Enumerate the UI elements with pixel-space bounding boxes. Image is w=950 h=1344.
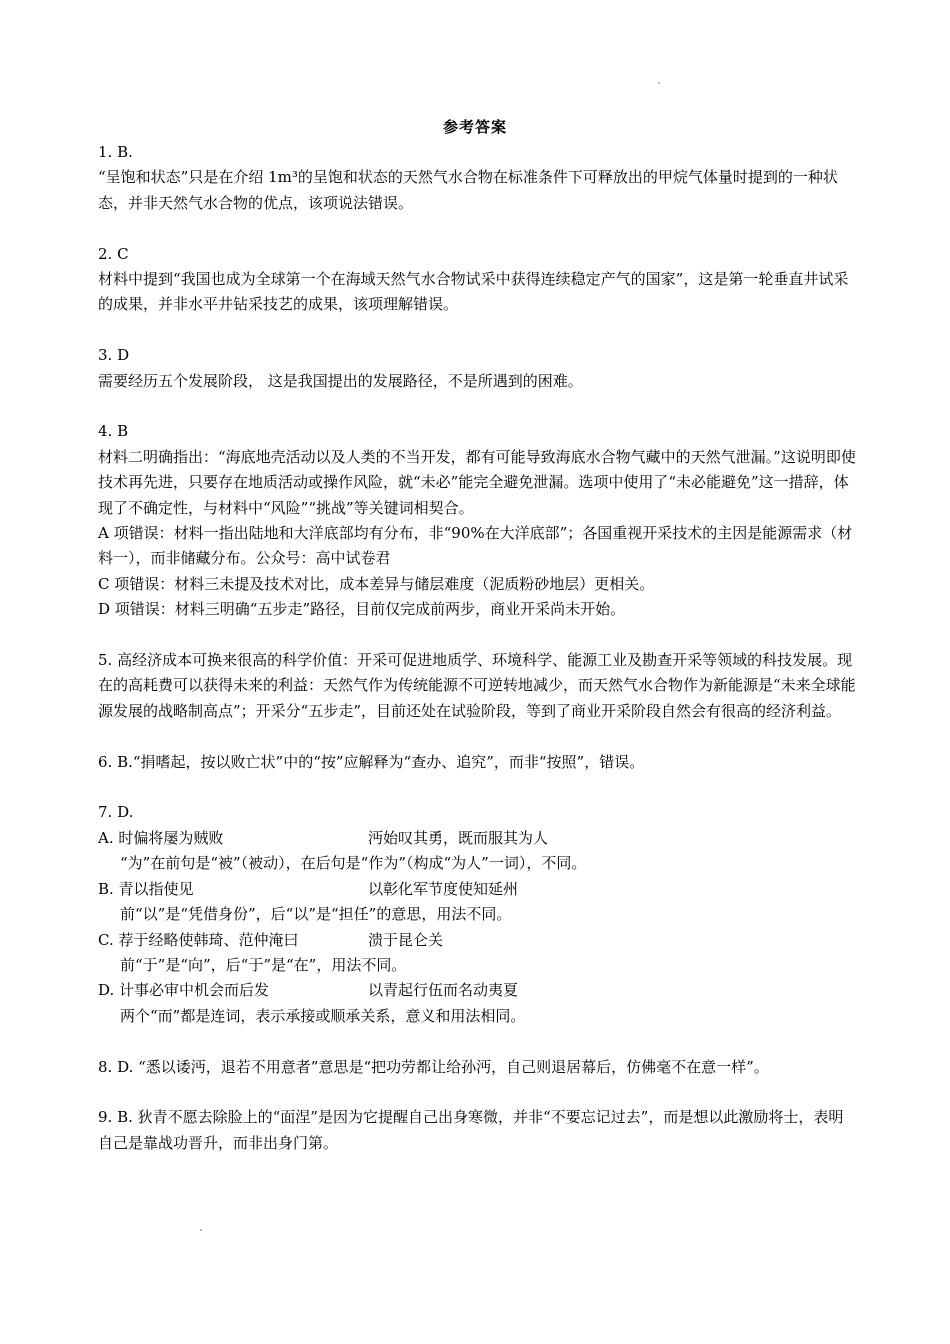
option-explanation: 两个“而”都是连词，表示承接或顺承关系，意义和用法相同。 bbox=[120, 1006, 526, 1025]
answer-3-body: 需要经历五个发展阶段， 这是我国提出的发展路径，不是所遇到的困难。 bbox=[98, 371, 583, 390]
answer-4-body: 材料二明确指出：“海底地壳活动以及人类的不当开发，都有可能导致海底水合物气藏中的天然气泄漏。”这说明即使技术再先进，只要存在地质活动或操作风险，就“未必”能完全避免泄漏。选项中使用了“未必能避免”这一措辞，体现了不确定性，与材料中“风险”“挑战”等关键词相契合。 bbox=[98, 447, 856, 517]
option-right-sentence: 溃于昆仑关 bbox=[368, 930, 444, 949]
option-right-sentence: 沔始叹其勇，既而服其为人 bbox=[368, 828, 549, 847]
answer-2 bbox=[98, 242, 856, 318]
option-explanation: 前“以”是“凭借身份”，后“以”是“担任”的意思，用法不同。 bbox=[120, 905, 512, 924]
page-title: 参考答案 bbox=[442, 118, 507, 136]
option-right-sentence: 以彰化军节度使知延州 bbox=[368, 879, 519, 898]
answer-8-body: 8. D. “悉以诿沔，退若不用意者”意思是“把功劳都让给孙沔，自己则退居幕后，仿佛毫不在意一样”。 bbox=[98, 1057, 769, 1076]
option-left-sentence: B. 青以指使见 bbox=[98, 879, 194, 898]
answer-1-head: 1. B. bbox=[98, 143, 133, 161]
answer-3-head: 3. D bbox=[98, 346, 130, 365]
answer-7-option-row bbox=[98, 826, 856, 851]
answer-3 bbox=[98, 343, 856, 394]
answer-5 bbox=[98, 648, 856, 724]
answer-4-head: 4. B bbox=[98, 422, 129, 441]
answer-9 bbox=[98, 1105, 856, 1156]
answer-1 bbox=[98, 140, 856, 216]
option-left-sentence: C. 荐于经略使韩琦、范仲淹曰 bbox=[98, 930, 299, 949]
answer-2-body: 材料中提到“我国也成为全球第一个在海域天然气水合物试采中获得连续稳定产气的国家”，这是第一轮垂直井试采的成果，并非水平井钻采技艺的成果，该项理解错误。 bbox=[98, 270, 849, 314]
scan-speck bbox=[200, 1229, 202, 1231]
option-left-sentence: A. 时偏将屡为贼败 bbox=[98, 828, 224, 847]
answer-4 bbox=[98, 419, 856, 622]
answer-2-head: 2. C bbox=[98, 244, 129, 263]
answer-6-body: 6. B.“捐嗜起，按以败亡状”中的“按”应解释为“查办、追究”，而非“按照”，错误。 bbox=[98, 752, 645, 771]
option-explanation: “为”在前句是“被”（被动），在后句是“作为”（构成“为人”一词），不同。 bbox=[120, 854, 587, 873]
option-right-sentence: 以青起行伍而名动夷夏 bbox=[368, 981, 519, 1000]
option-left-sentence: D. 计事必审中机会而后发 bbox=[98, 981, 270, 1000]
answer-6 bbox=[98, 750, 856, 775]
answer-7-option-row bbox=[98, 928, 856, 953]
answer-5-body: 5. 高经济成本可换来很高的科学价值：开采可促进地质学、环境科学、能源工业及勘查开采等领域的科技发展。现在的高耗费可以获得未来的利益：天然气作为传统能源不可逆转地减少，而天然气水合物作为新能源是“未来全球能源发展的战略制高点”；开采分“五步走”，目前还处在试验阶段，等到了商业开采阶段自然会有很高的经济利益。 bbox=[98, 651, 856, 720]
answer-9-body: 9. B. 狄青不愿去除脸上的“面涅”是因为它提醒自己出身寒微，并非“不要忘记过去”，而是想以此激励将士，表明自己是靠战功晋升，而非出身门第。 bbox=[98, 1108, 844, 1152]
answer-8 bbox=[98, 1055, 856, 1080]
answer-4-option-c: C 项错误：材料三未提及技术对比，成本差异与储层难度（泥质粉砂地层）更相关。 bbox=[98, 574, 655, 593]
answer-content bbox=[98, 140, 856, 1156]
answer-4-option-a: A 项错误：材料一指出陆地和大洋底部均有分布，非“90%在大洋底部”；各国重视开采技术的主因是能源需求（材料一），而非储藏分布。公众号：高中试卷君 bbox=[98, 524, 853, 568]
answer-4-option-d: D 项错误：材料三明确“五步走”路径，目前仅完成前两步，商业开采尚未开始。 bbox=[98, 600, 626, 619]
answer-7-head: 7. D. bbox=[98, 803, 134, 822]
answer-1-body: “呈饱和状态”只是在介绍 1m³的呈饱和状态的天然气水合物在标准条件下可释放出的甲烷气体量时提到的一种状态，并非天然气水合物的优点，该项说法错误。 bbox=[98, 168, 838, 212]
scan-speck bbox=[658, 82, 660, 84]
option-explanation: 前“于”是“向”，后“于”是“在”，用法不同。 bbox=[120, 955, 407, 974]
answer-7 bbox=[98, 800, 856, 1029]
answer-7-option-row bbox=[98, 877, 856, 902]
answer-7-option-row bbox=[98, 978, 856, 1003]
